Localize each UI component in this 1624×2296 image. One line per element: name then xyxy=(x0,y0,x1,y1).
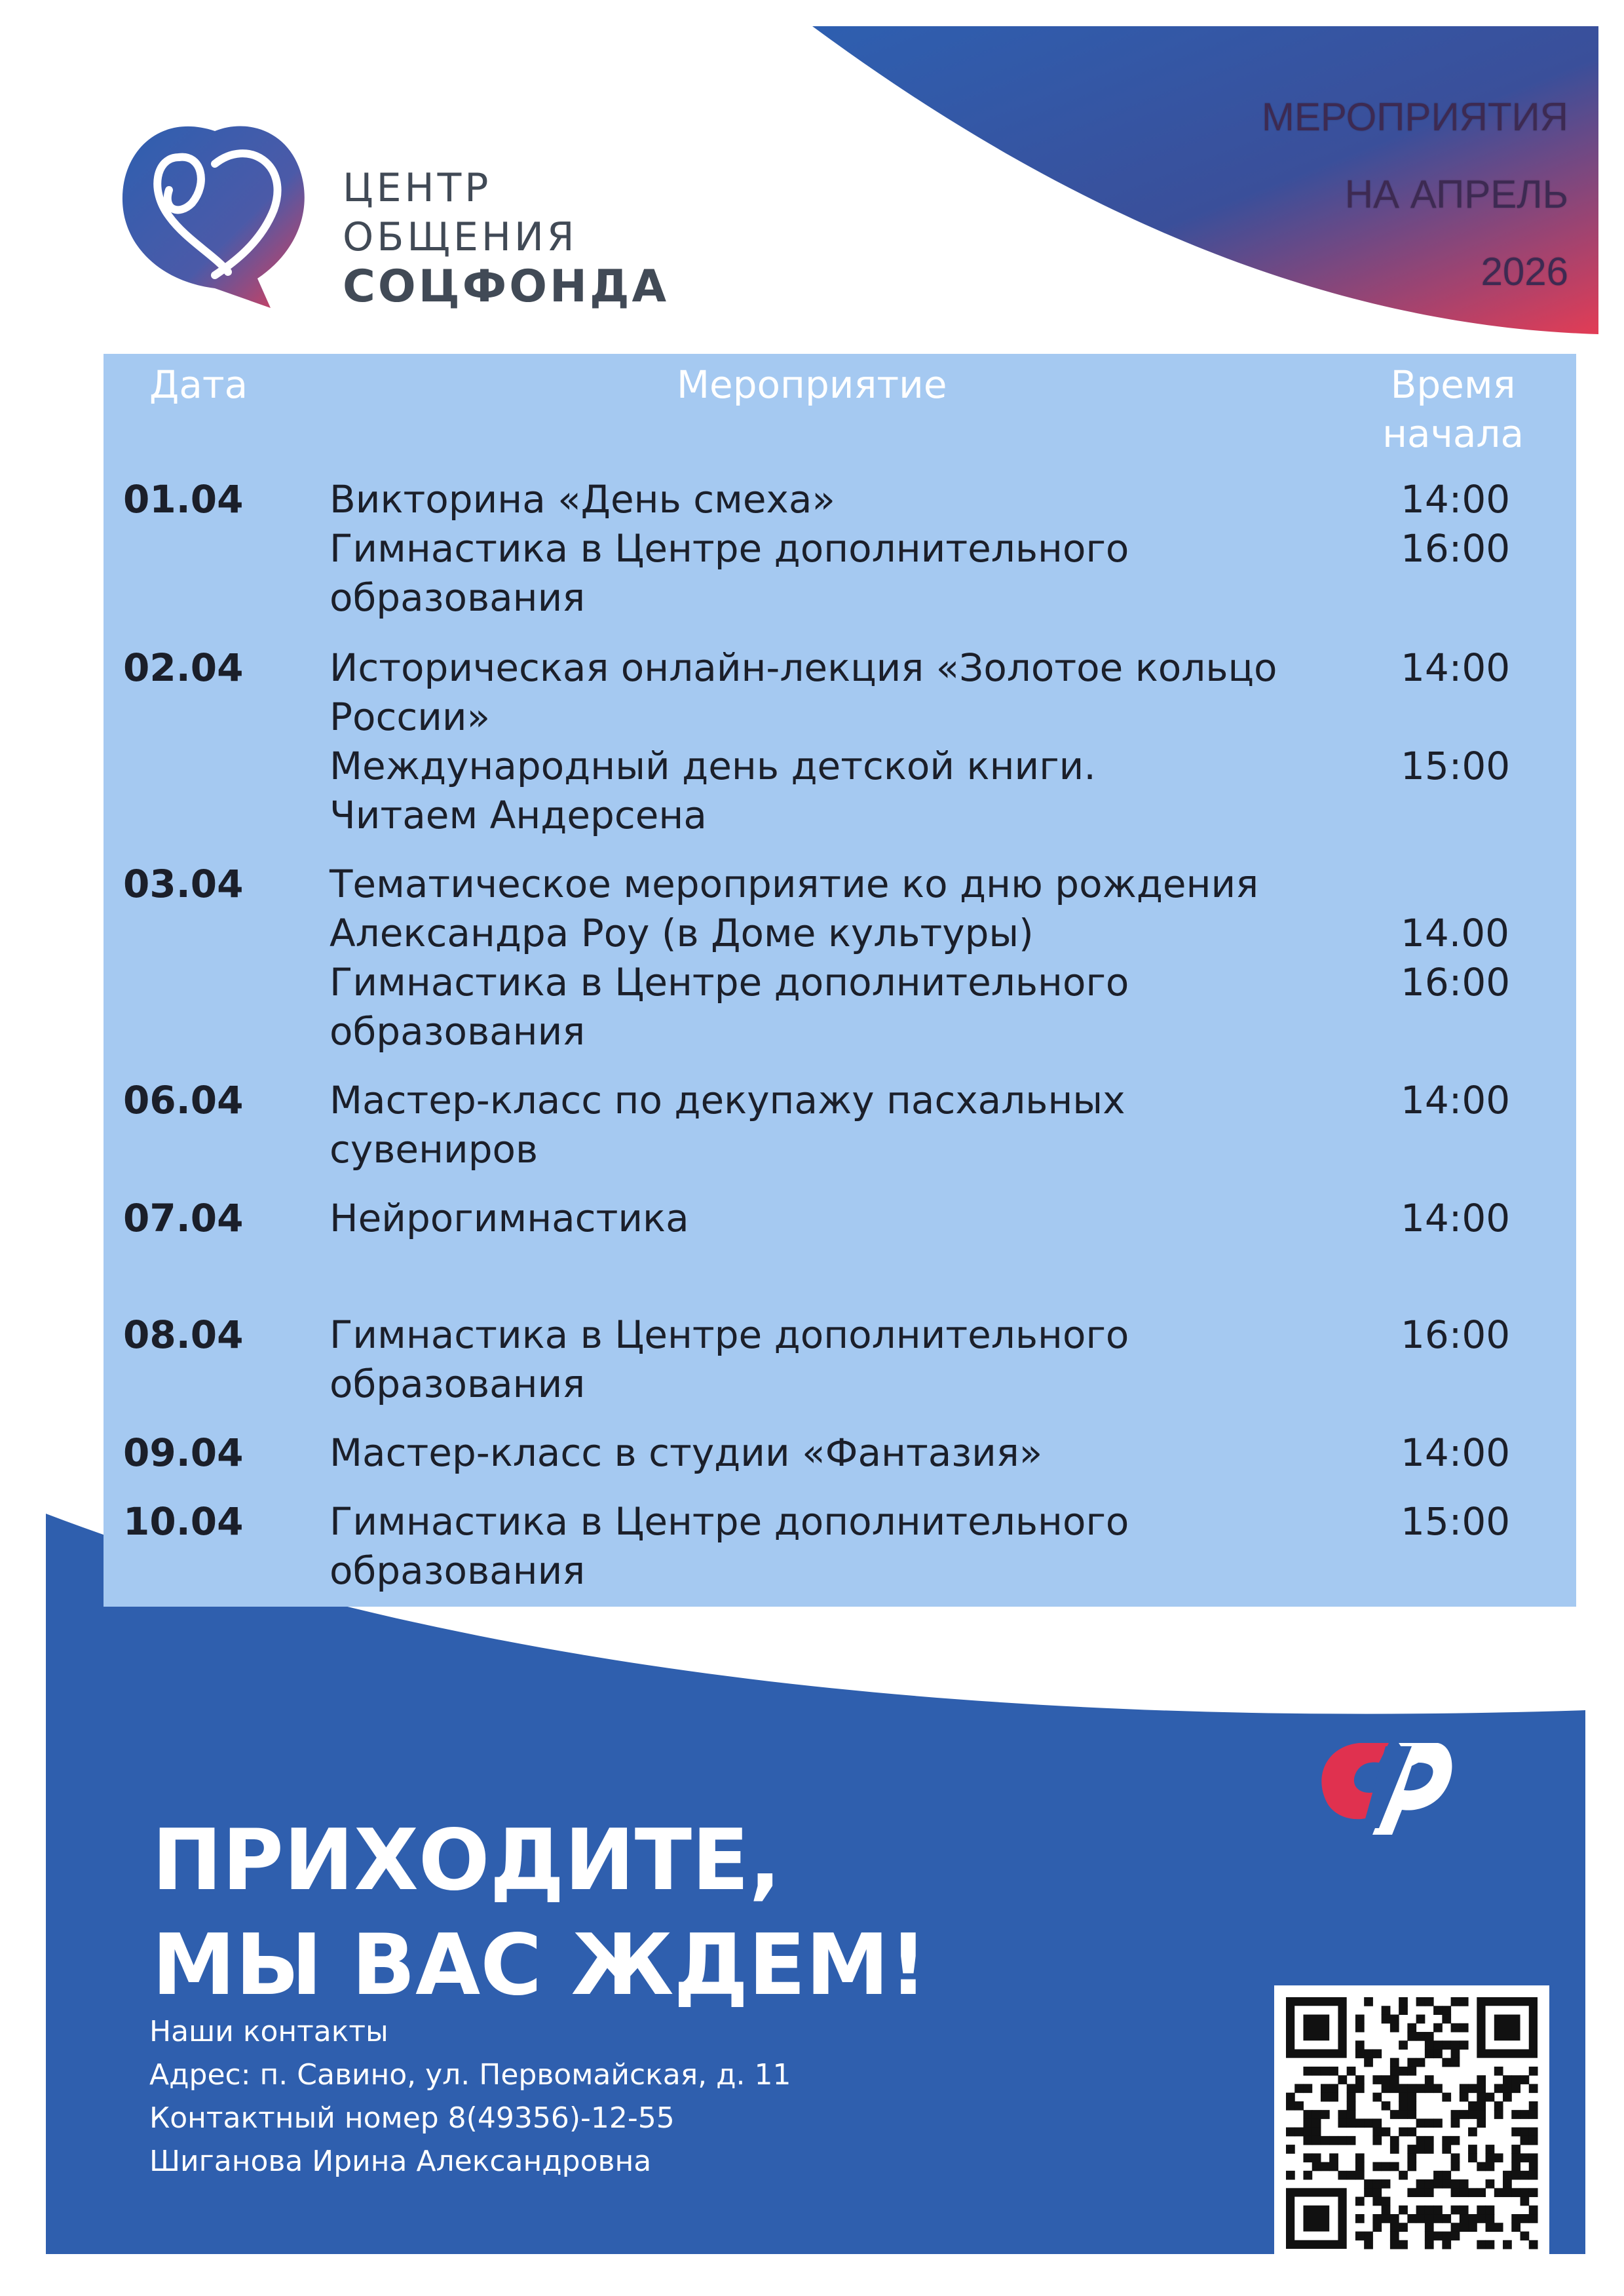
event-entry xyxy=(330,1311,1511,1409)
row-date: 03.04 xyxy=(123,862,244,906)
column-header-event: Мероприятие xyxy=(677,362,947,407)
row-events xyxy=(330,1076,1511,1174)
contacts-phone: Контактный номер 8(49356)-12-55 xyxy=(149,2101,675,2135)
event-text: Тематическое мероприятие ко дню рождения Александра Роу (в Доме культуры) xyxy=(330,862,1259,955)
sf-emblem-icon xyxy=(1313,1730,1458,1835)
row-date: 06.04 xyxy=(123,1078,244,1122)
org-name-line-3: СОЦФОНДА xyxy=(343,261,670,313)
contacts-address: Адрес: п. Савино, ул. Первомайская, д. 11 xyxy=(149,2058,791,2092)
event-time: 14:00 xyxy=(1401,477,1511,522)
title-line-1: МЕРОПРИЯТИЯ xyxy=(1261,95,1568,139)
org-name-line-2: ОБЩЕНИЯ xyxy=(343,214,578,260)
qr-code[interactable] xyxy=(1274,1985,1549,2261)
row-events xyxy=(330,1194,1511,1243)
title-line-3: 2026 xyxy=(1481,250,1568,294)
contacts-person: Шиганова Ирина Александровна xyxy=(149,2145,652,2178)
row-events xyxy=(330,860,1511,1056)
row-events xyxy=(330,475,1511,622)
event-time: 14.00 xyxy=(1401,911,1510,955)
event-text: Гимнастика в Центре дополнительного образования xyxy=(330,1312,1129,1406)
event-entry xyxy=(330,958,1511,1056)
event-time: 15:00 xyxy=(1401,1499,1511,1544)
event-time: 14:00 xyxy=(1401,1078,1511,1122)
event-entry xyxy=(330,860,1510,958)
event-entry xyxy=(330,475,1511,524)
org-name xyxy=(343,164,669,311)
row-events xyxy=(330,1311,1511,1409)
schedule-table xyxy=(104,354,1576,1607)
event-text: Нейрогимнастика xyxy=(330,1196,689,1240)
slogan-line-1: ПРИХОДИТЕ, xyxy=(152,1812,782,1909)
event-time: 16:00 xyxy=(1401,526,1511,571)
event-entry xyxy=(330,1194,1511,1243)
event-time: 16:00 xyxy=(1401,960,1511,1004)
row-date: 09.04 xyxy=(123,1430,244,1475)
row-date: 02.04 xyxy=(123,645,244,690)
event-time: 14:00 xyxy=(1401,645,1511,690)
row-events xyxy=(330,643,1511,840)
event-text: Историческая онлайн-лекция «Золотое кольцо России» xyxy=(330,645,1277,739)
row-events xyxy=(330,1497,1511,1596)
event-text: Мастер-класс по декупажу пасхальных сувениров xyxy=(330,1078,1125,1172)
org-name-line-1: ЦЕНТР xyxy=(343,165,492,211)
slogan xyxy=(152,1808,928,2018)
title-line-2: НА АПРЕЛЬ xyxy=(1344,172,1568,216)
event-text: Викторина «День смеха» xyxy=(330,477,835,522)
event-time: 14:00 xyxy=(1401,1196,1511,1240)
page-title xyxy=(1262,79,1568,311)
row-date: 01.04 xyxy=(123,477,244,522)
qr-code-icon xyxy=(1274,1985,1549,2261)
row-date: 07.04 xyxy=(123,1196,244,1240)
column-header-time-line-1: Время xyxy=(1390,362,1516,407)
event-entry xyxy=(330,643,1511,742)
event-entry xyxy=(330,1428,1511,1478)
slogan-line-2: МЫ ВАС ЖДЕМ! xyxy=(152,1917,928,2014)
row-date: 08.04 xyxy=(123,1312,244,1357)
event-text: Гимнастика в Центре дополнительного образования xyxy=(330,526,1129,620)
event-time: 16:00 xyxy=(1401,1312,1511,1357)
event-text: Мастер-класс в студии «Фантазия» xyxy=(330,1430,1043,1475)
event-text: Гимнастика в Центре дополнительного образования xyxy=(330,1499,1129,1593)
row-date: 10.04 xyxy=(123,1499,244,1544)
contacts-title: Наши контакты xyxy=(149,2015,388,2048)
event-text: Гимнастика в Центре дополнительного образования xyxy=(330,960,1129,1054)
event-entry xyxy=(330,1497,1511,1596)
row-events xyxy=(330,1428,1511,1478)
event-entry xyxy=(330,742,1511,840)
event-entry xyxy=(330,1076,1511,1174)
contacts-block xyxy=(149,2010,791,2183)
column-header-time-line-2: начала xyxy=(1382,411,1524,456)
column-header-time xyxy=(1382,360,1524,459)
event-entry xyxy=(330,524,1511,622)
column-header-date: Дата xyxy=(149,362,248,407)
heart-speech-bubble-icon xyxy=(117,118,313,315)
event-text: Международный день детской книги. Читаем Андерсена xyxy=(330,744,1096,837)
event-time: 15:00 xyxy=(1401,744,1511,788)
event-time: 14:00 xyxy=(1401,1430,1511,1475)
